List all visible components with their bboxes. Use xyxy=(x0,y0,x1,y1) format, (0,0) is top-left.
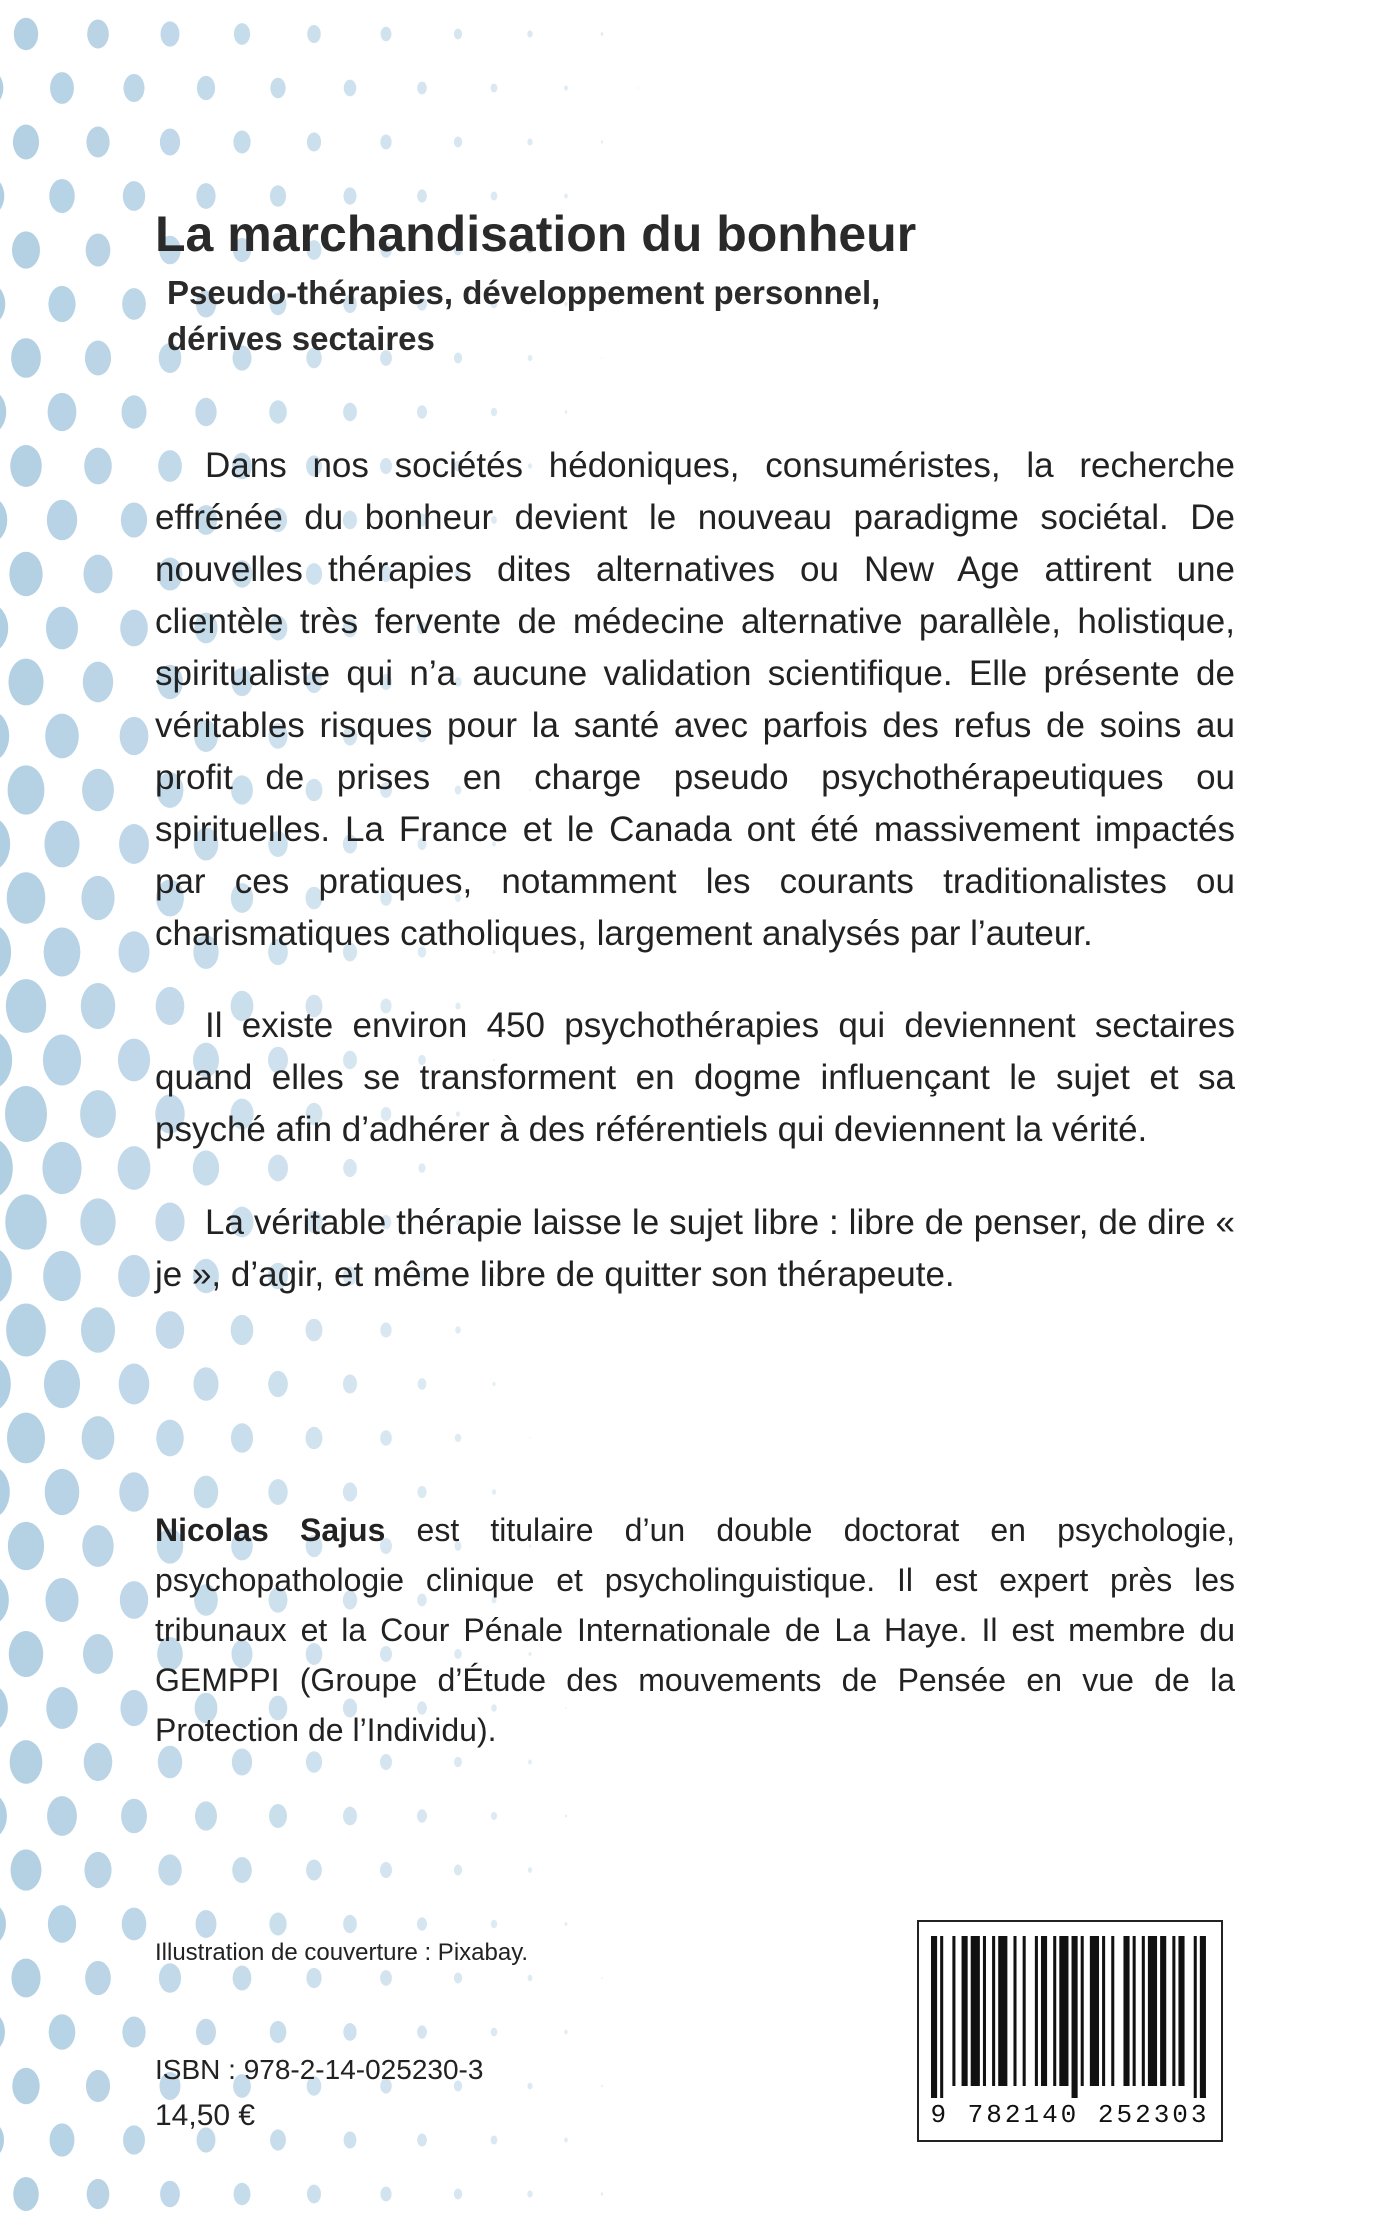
barcode-bar xyxy=(1194,1936,1197,2098)
barcode-bar xyxy=(1200,1936,1206,2098)
author-bio xyxy=(155,1505,1235,1755)
illustration-credit: Illustration de couverture : Pixabay. xyxy=(155,1939,529,1966)
barcode-bar xyxy=(1133,1936,1136,2086)
price: 14,50 € xyxy=(155,2099,256,2132)
blurb-paragraph-2: Il existe environ 450 psychothérapies qui deviennent sectaires quand elles se transforment en dogme influençant le sujet et sa psyché afin d’adhérer à des référentiels qui deviennent la vérité. xyxy=(155,1006,1235,1149)
author-name: Nicolas Sajus xyxy=(155,1512,386,1548)
barcode-bar xyxy=(1142,1936,1145,2086)
barcode-bar xyxy=(983,1936,986,2086)
isbn: ISBN : 978-2-14-025230-3 xyxy=(155,2054,484,2085)
barcode-bar xyxy=(1123,1936,1129,2086)
subtitle-line-1: Pseudo-thérapies, développement personnel, xyxy=(167,274,881,311)
blurb-paragraph-1: Dans nos sociétés hédoniques, consuméristes, la recherche effrénée du bonheur devient le nouveau paradigme sociétal. De nouvelles thérapies dites alternatives ou New Age attirent une clientèle très fervente de médecine alternative parallèle, holistique, spiritualiste qui n’a aucune validation scientifique. Elle présente de véritables risques pour la santé avec parfois des refus de soins au profit de prises en charge pseudo psychothérapeutiques ou spirituelles. La France et le Canada ont été massivement impactés par ces pratiques, notamment les courants traditionalistes ou charismatiques catholiques, largement analysés par l’auteur. xyxy=(155,446,1235,953)
barcode-bar xyxy=(1148,1936,1157,2086)
barcode-digits: 9 782140 252303 xyxy=(930,2100,1210,2130)
barcode-bar xyxy=(998,1936,1007,2086)
blurb-paragraph-3: La véritable thérapie laisse le sujet libre : libre de penser, de dire « je », d’agir, et même libre de quitter son thérapeute. xyxy=(155,1203,1235,1294)
barcode-bar xyxy=(992,1936,995,2086)
barcode-bar xyxy=(1053,1936,1056,2086)
barcode-bar xyxy=(940,1936,943,2098)
barcode-bar xyxy=(1172,1936,1175,2086)
subtitle-line-2: dérives sectaires xyxy=(167,320,435,357)
barcode-bar xyxy=(1102,1936,1105,2086)
barcode-bar xyxy=(1023,1936,1026,2086)
barcode-bar xyxy=(1111,1936,1114,2086)
barcode-bar xyxy=(1013,1936,1016,2086)
barcode-bar xyxy=(1072,1936,1078,2098)
barcode-bar xyxy=(931,1936,937,2098)
book-subtitle xyxy=(167,270,1047,362)
barcode xyxy=(917,1920,1223,2142)
barcode-bar xyxy=(1160,1936,1166,2086)
barcode-bar xyxy=(1041,1936,1047,2086)
barcode-bar xyxy=(952,1936,955,2086)
barcode-bar xyxy=(971,1936,980,2086)
barcode-bar xyxy=(1059,1936,1068,2086)
barcode-icon xyxy=(931,1936,1209,2098)
barcode-bar xyxy=(1035,1936,1038,2086)
barcode-bar xyxy=(1081,1936,1084,2086)
barcode-bar xyxy=(1178,1936,1184,2086)
barcode-bar xyxy=(1090,1936,1099,2086)
barcode-bar xyxy=(962,1936,968,2086)
book-title: La marchandisation du bonheur xyxy=(155,206,917,262)
author-bio-text: est titulaire d’un double doctorat en psychologie, psychopathologie clinique et psycholinguistique. Il est expert près les tribunaux et la Cour Pénale Internationale de La Haye. Il est membre du GEMPPI (Groupe d’Étude des mouvements de Pensée en vue de la Protection de l’Individu). xyxy=(155,1512,1235,1748)
